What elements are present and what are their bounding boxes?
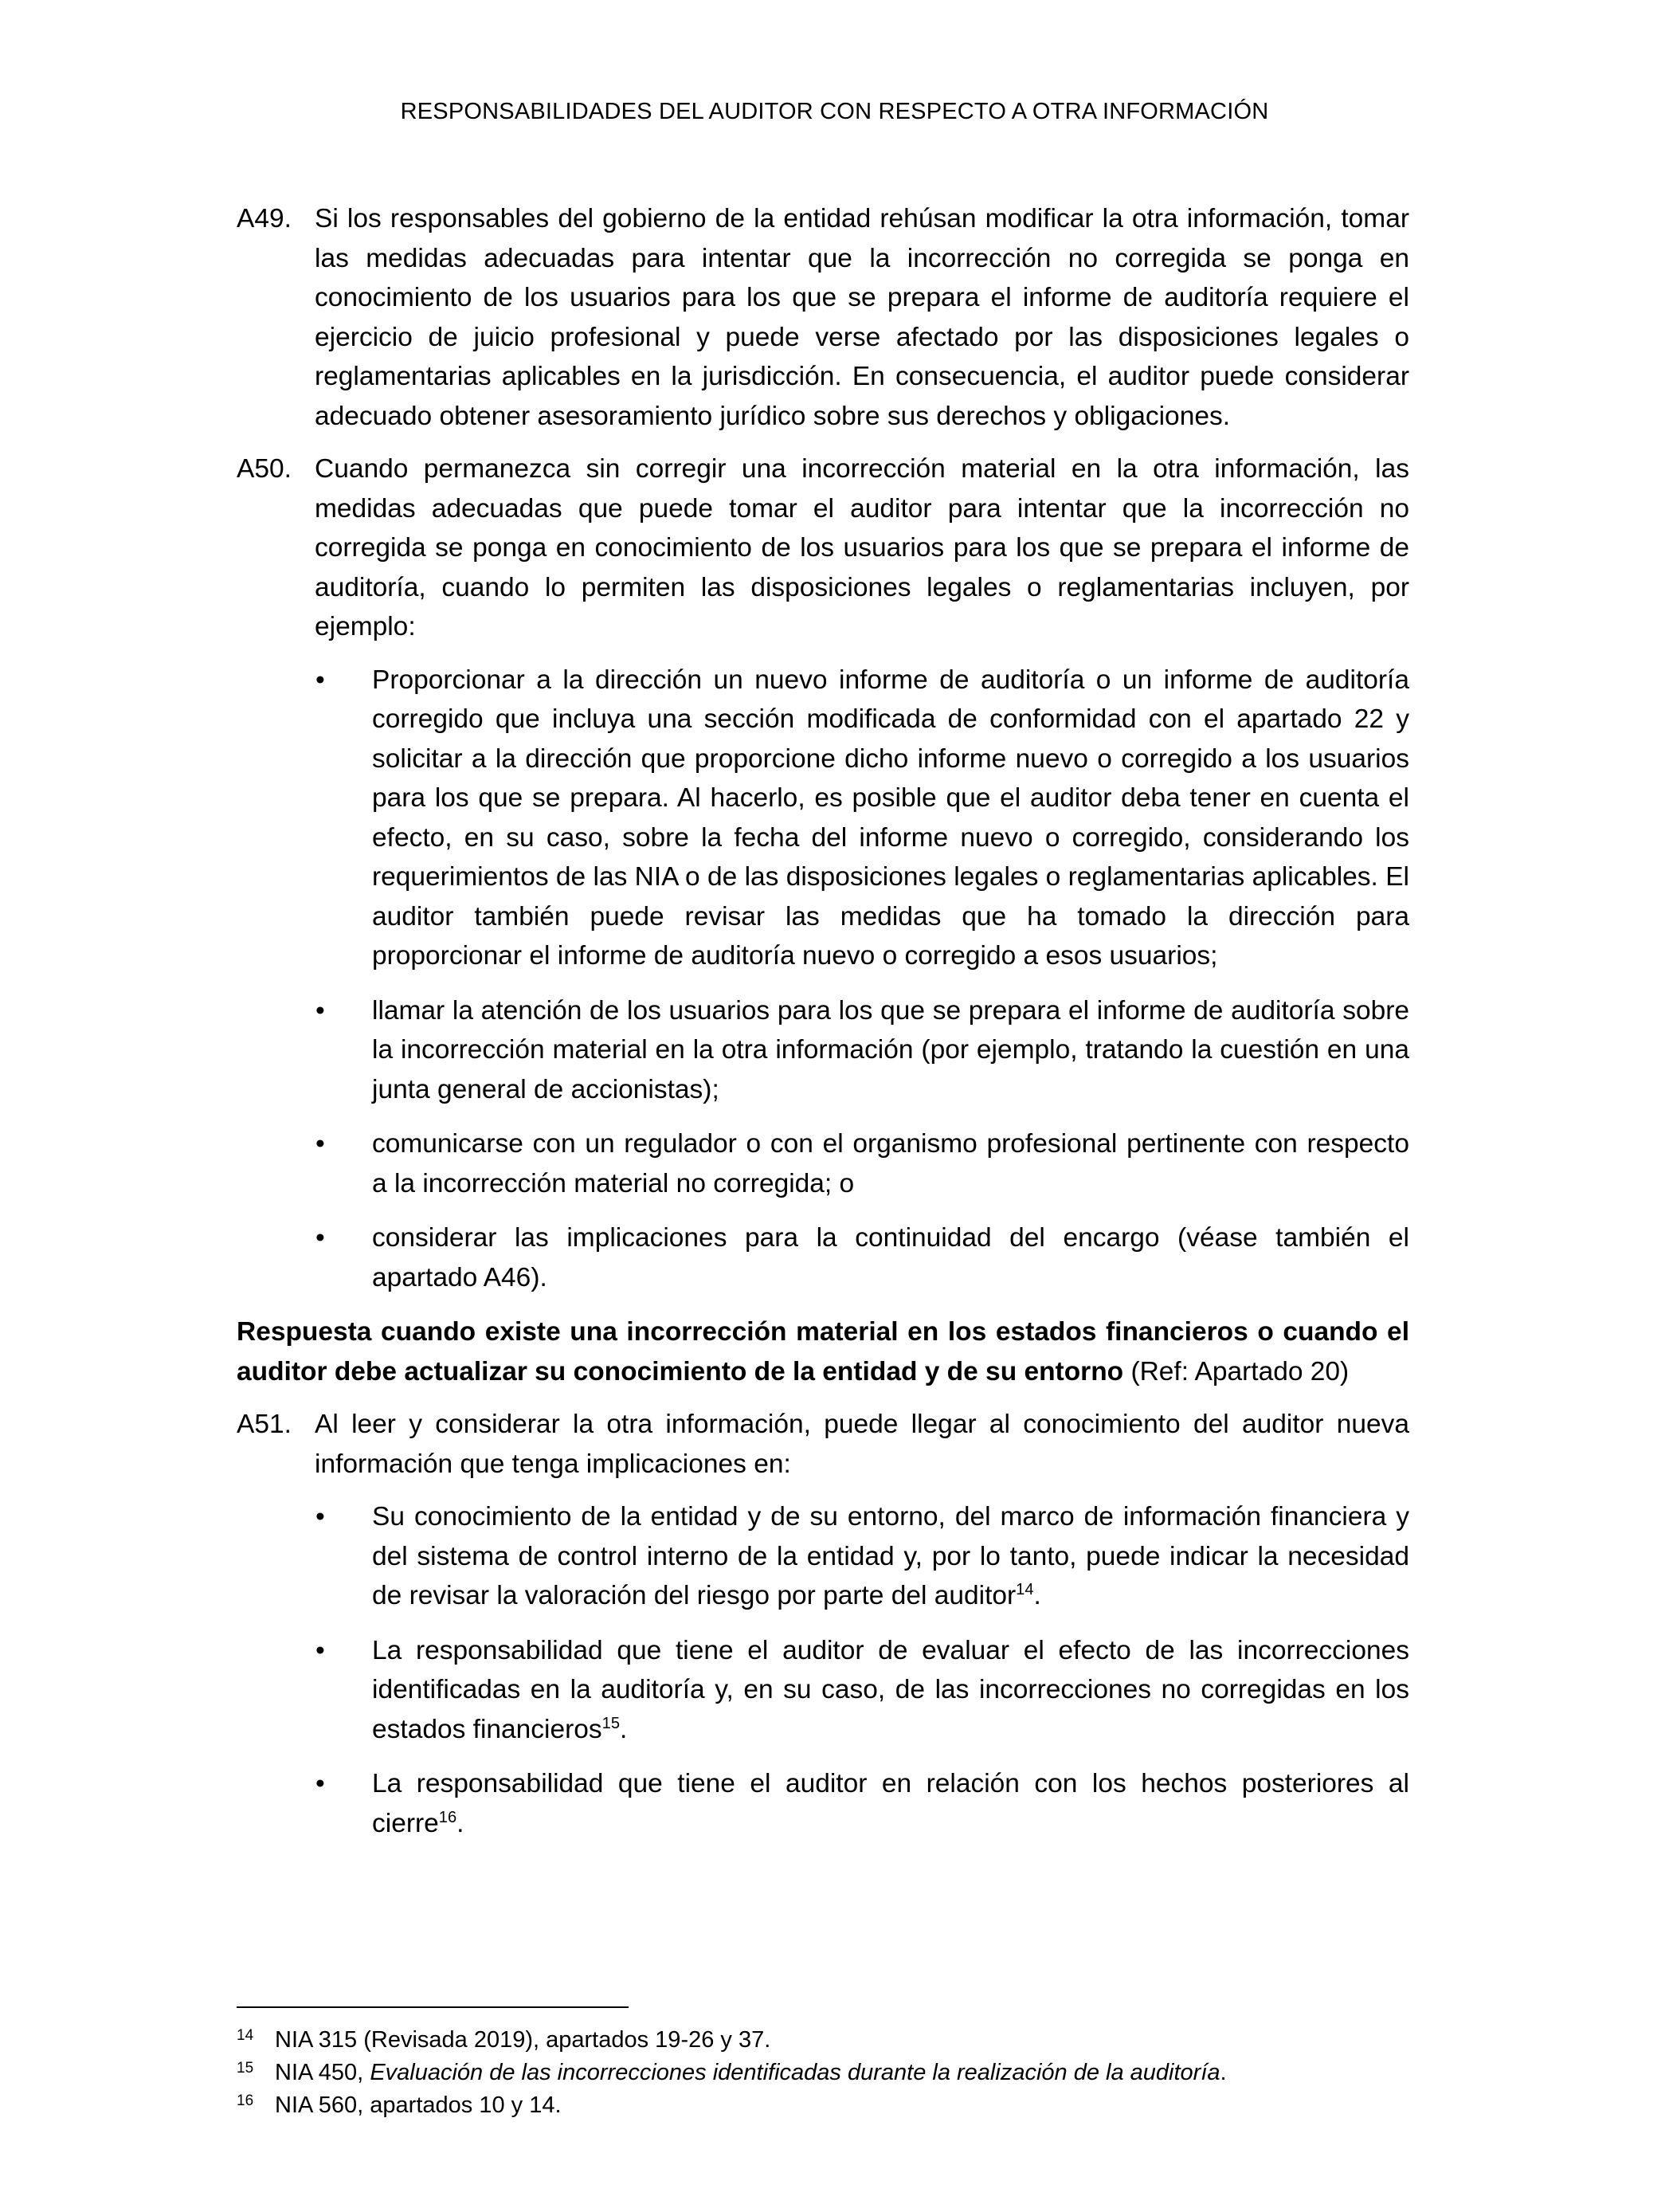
footnote-separator	[237, 2006, 629, 2008]
bullet-list-a50	[237, 661, 1409, 1298]
footnote-reference[interactable]: 15	[601, 1714, 621, 1732]
section-reference: (Ref: Apartado 20)	[1123, 1356, 1350, 1386]
paragraph-text: Al leer y considerar la otra información, puede llegar al conocimiento del auditor nueva información que tenga implicaciones en:	[315, 1410, 1409, 1479]
list-item	[237, 661, 1409, 976]
paragraph-a49	[237, 199, 1409, 436]
list-item-end: .	[1033, 1581, 1041, 1610]
list-item-text: llamar la atención de los usuarios para los que se prepara el informe de auditoría sobre la incorrección material en la otra información (por ejemplo, tratando la cuestión en una junta general de accionistas);	[372, 995, 1409, 1104]
list-item	[237, 991, 1409, 1110]
list-item-text: La responsabilidad que tiene el auditor de evaluar el efecto de las incorrecciones identificadas en la auditoría y, en su caso, de las incorrecciones no corregidas en los estados financieros	[372, 1635, 1409, 1744]
footnote-italic: Evaluación de las incorrecciones identificadas durante la realización de la auditoría	[370, 2060, 1220, 2085]
paragraph-text: Cuando permanezca sin corregir una incorrección material en la otra información, las medidas adecuadas que puede tomar el auditor para intentar que la incorrección no corregida se ponga en conocimiento de los usuarios para los que se prepara el informe de auditoría, cuando lo permiten las disposiciones legales o reglamentarias incluyen, por ejemplo:	[315, 454, 1409, 641]
list-item-text: considerar las implicaciones para la continuidad del encargo (véase también el apartado A46).	[372, 1223, 1409, 1292]
list-item-end: .	[620, 1714, 628, 1744]
bullet-icon: •	[315, 1129, 325, 1159]
bullet-icon: •	[315, 1223, 325, 1253]
paragraph-number: A49.	[237, 204, 292, 233]
footnote-number: 14	[237, 2027, 254, 2044]
paragraph-number: A51.	[237, 1410, 292, 1439]
list-item-text: comunicarse con un regulador o con el organismo profesional pertinente con respecto a la incorrección material no corregida; o	[372, 1129, 1409, 1198]
list-item	[237, 1631, 1409, 1750]
paragraph-a50	[237, 449, 1409, 647]
list-item-text: Proporcionar a la dirección un nuevo informe de auditoría o un informe de auditoría corregido que incluya una sección modificada de conformidad con el apartado 22 y solicitar a la dirección que proporcione dicho informe nuevo o corregido a los usuarios para los que se prepara. Al hacerlo, es posible que el auditor deba tener en cuenta el efecto, en su caso, sobre la fecha del informe nuevo o corregido, considerando los requerimientos de las NIA o de las disposiciones legales o reglamentarias aplicables. El auditor también puede revisar las medidas que ha tomado la dirección para proporcionar el informe de auditoría nuevo o corregido a esos usuarios;	[372, 665, 1409, 971]
section-heading-text: Respuesta cuando existe una incorrección material en los estados financieros o cuando el auditor debe actualizar su conocimiento de la entidad y de su entorno	[237, 1317, 1409, 1386]
bullet-icon: •	[315, 995, 325, 1026]
list-item-end: .	[456, 1808, 464, 1838]
footnote-end: .	[1220, 2060, 1227, 2085]
footnote	[237, 2024, 1409, 2057]
paragraph-number: A50.	[237, 454, 292, 484]
footnote-text: NIA 450,	[275, 2060, 370, 2085]
list-item-text: La responsabilidad que tiene el auditor en relación con los hechos posteriores al cierre	[372, 1769, 1409, 1838]
list-item-text: Su conocimiento de la entidad y de su entorno, del marco de información financiera y del sistema de control interno de la entidad y, por lo tanto, puede indicar la necesidad de revisar la valoración del riesgo por parte del auditor	[372, 1502, 1409, 1610]
bullet-icon: •	[315, 665, 325, 695]
bullet-icon: •	[315, 1635, 325, 1665]
list-item	[237, 1218, 1409, 1297]
footnote-number: 16	[237, 2092, 254, 2109]
footnotes	[237, 2024, 1409, 2122]
bullet-icon: •	[315, 1502, 325, 1532]
footnote-text: NIA 315 (Revisada 2019), apartados 19-26 y 37.	[275, 2027, 771, 2053]
footnote-text: NIA 560, apartados 10 y 14.	[275, 2092, 562, 2118]
footnote-number: 15	[237, 2060, 254, 2077]
list-item	[237, 1764, 1409, 1843]
paragraph-a51	[237, 1405, 1409, 1484]
page-body	[237, 199, 1409, 1858]
bullet-icon: •	[315, 1769, 325, 1798]
footnote-reference[interactable]: 16	[438, 1808, 457, 1826]
bullet-list-a51	[237, 1497, 1409, 1843]
list-item	[237, 1497, 1409, 1616]
paragraph-text: Si los responsables del gobierno de la entidad rehúsan modificar la otra información, tomar las medidas adecuadas para intentar que la incorrección no corregida se ponga en conocimiento de los usuarios para los que se prepara el informe de auditoría requiere el ejercicio de juicio profesional y puede verse afectado por las disposiciones legales o reglamentarias aplicables en la jurisdicción. En consecuencia, el auditor puede considerar adecuado obtener asesoramiento jurídico sobre sus derechos y obligaciones.	[315, 204, 1409, 431]
list-item	[237, 1124, 1409, 1203]
section-heading	[237, 1312, 1409, 1391]
running-header: RESPONSABILIDADES DEL AUDITOR CON RESPECTO A OTRA INFORMACIÓN	[400, 99, 1269, 124]
footnote	[237, 2089, 1409, 2122]
footnote	[237, 2057, 1409, 2089]
footnote-reference[interactable]: 14	[1016, 1580, 1034, 1598]
